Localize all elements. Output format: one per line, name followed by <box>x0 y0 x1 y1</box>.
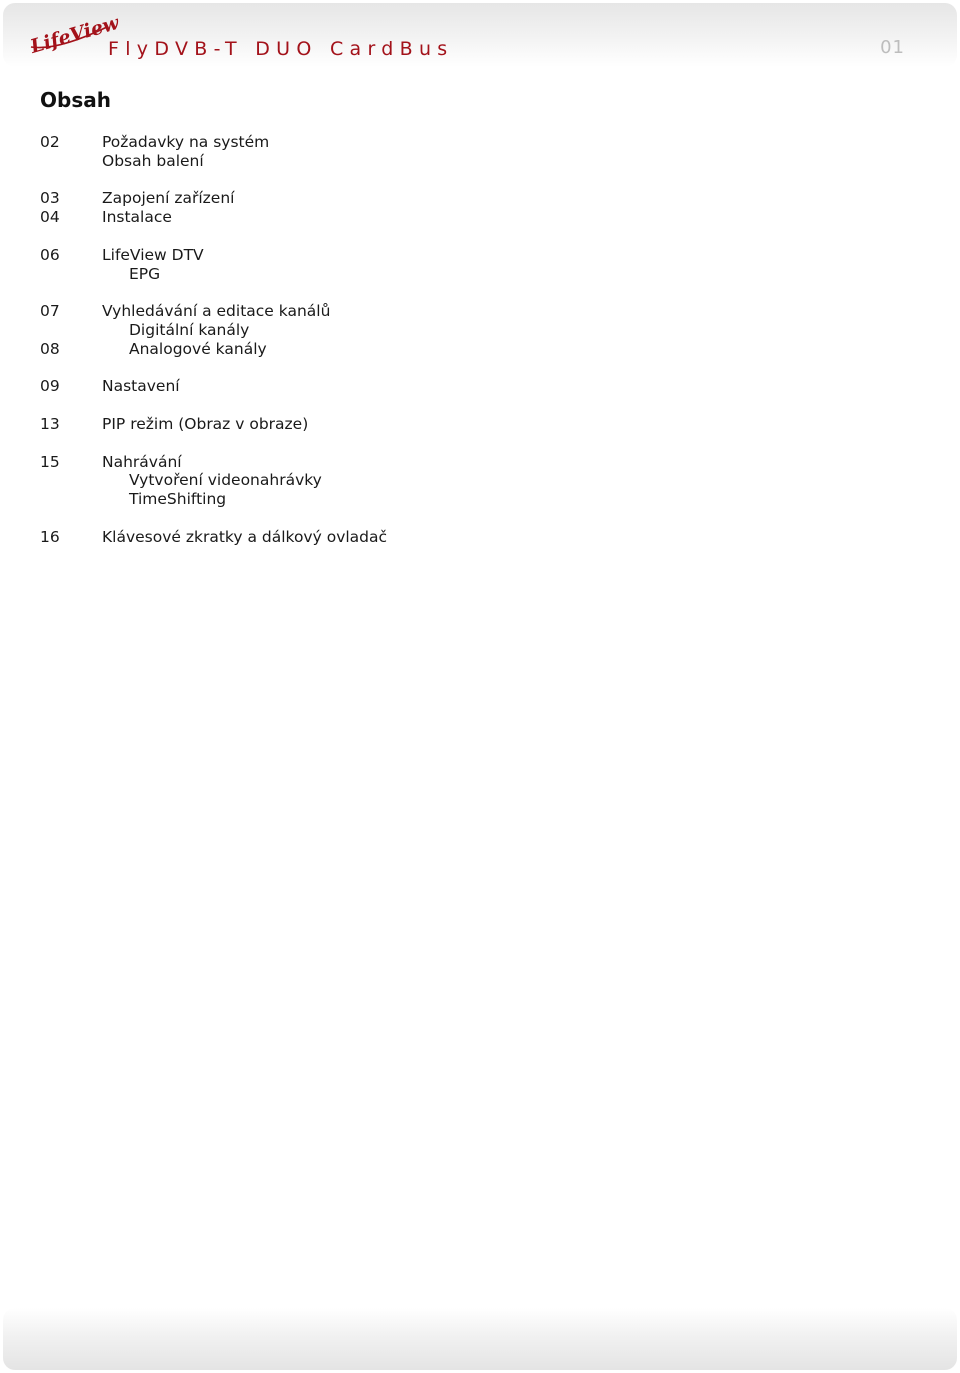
toc-page-number: 03 <box>40 189 60 208</box>
lifeview-logo <box>27 11 122 58</box>
toc-entry-title: Nastavení <box>102 377 180 396</box>
toc-page-number: 08 <box>40 339 60 358</box>
toc-entry-title: Vyhledávání a editace kanálů <box>102 302 331 321</box>
footer-band <box>3 1308 957 1370</box>
toc-page-number: 09 <box>40 377 60 396</box>
toc-entry-title: TimeShifting <box>129 490 227 509</box>
toc-entry-title: PIP režim (Obraz v obraze) <box>102 414 309 433</box>
toc-heading: Obsah <box>40 88 111 112</box>
svg-text:LifeView: LifeView <box>27 11 122 58</box>
toc-page-number: 06 <box>40 245 60 264</box>
toc-page-number: 13 <box>40 414 60 433</box>
toc-entry-title: Obsah balení <box>102 151 204 170</box>
document-title: FlyDVB-T DUO CardBus <box>108 38 454 60</box>
toc-page-number: 15 <box>40 452 60 471</box>
toc-entry-title: Požadavky na systém <box>102 133 270 151</box>
toc-page-number: 07 <box>40 302 60 321</box>
toc-entry-title: Zapojení zařízení <box>102 189 235 208</box>
toc-entry-title: LifeView DTV <box>102 245 204 264</box>
header-band <box>3 3 957 67</box>
page-number: 01 <box>880 37 905 58</box>
toc-entry-title: EPG <box>129 264 161 283</box>
toc-entry-title: Klávesové zkratky a dálkový ovladač <box>102 527 388 546</box>
toc-entry-title: Vytvoření videonahrávky <box>129 471 322 490</box>
toc-entry-title: Instalace <box>102 208 172 227</box>
toc-entry-title: Digitální kanály <box>129 320 250 339</box>
toc-page-number: 04 <box>40 208 60 227</box>
toc-page-number: 16 <box>40 527 60 546</box>
toc-entry-title: Analogové kanály <box>129 339 267 358</box>
toc-page-number: 02 <box>40 133 60 151</box>
toc-entry-title: Nahrávání <box>102 452 182 471</box>
